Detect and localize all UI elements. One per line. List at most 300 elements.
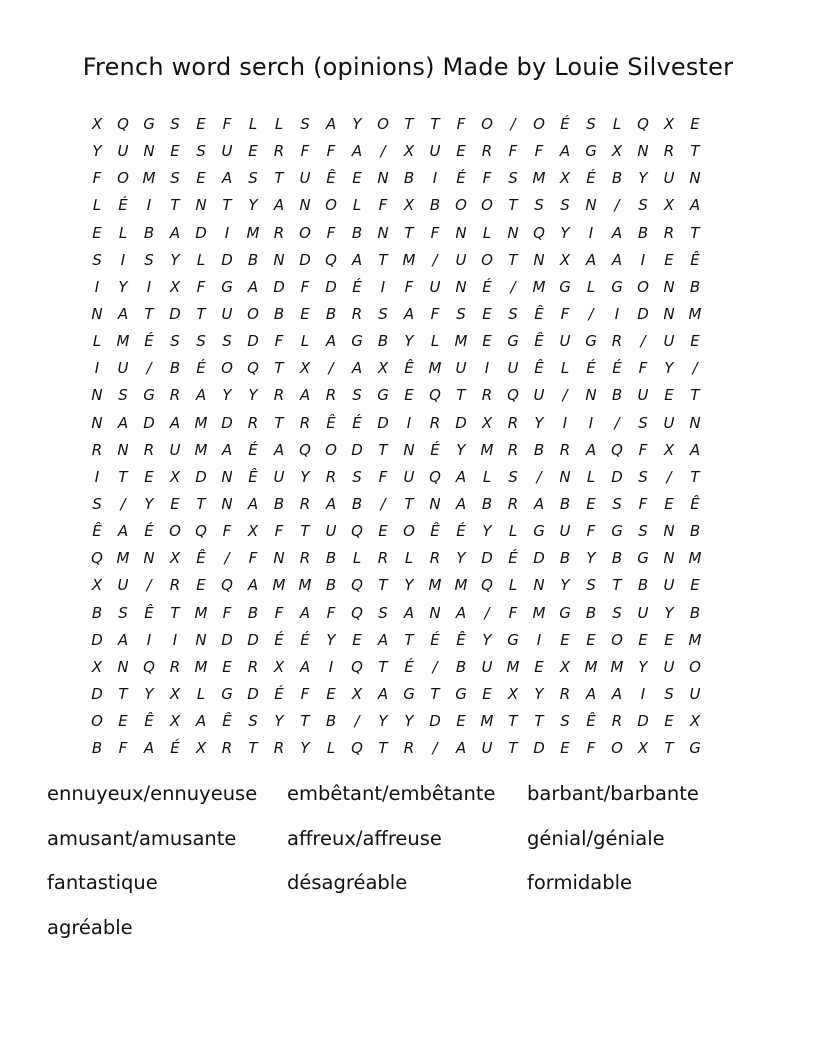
grid-letter: E — [638, 630, 648, 649]
grid-letter: D — [91, 630, 103, 649]
grid-letter: T — [378, 250, 388, 269]
grid-letter: S — [170, 332, 180, 351]
grid-row — [84, 220, 734, 247]
grid-letter: N — [455, 223, 467, 242]
grid-letter: Y — [326, 630, 336, 649]
grid-letter: R — [247, 657, 259, 676]
grid-letter: X — [91, 115, 103, 134]
grid-letter: U — [117, 359, 129, 378]
grid-letter: A — [247, 576, 259, 595]
grid-letter: D — [221, 413, 233, 432]
grid-letter: S — [352, 386, 362, 405]
grid-letter: Y — [482, 522, 492, 541]
grid-letter: F — [508, 142, 518, 161]
grid-letter: É — [456, 169, 466, 188]
grid-letter: S — [534, 196, 544, 215]
grid-letter: I — [588, 223, 594, 242]
grid-letter: Ê — [92, 522, 102, 541]
grid-letter: Y — [144, 495, 154, 514]
grid-letter: A — [403, 305, 415, 324]
grid-letter: Y — [144, 685, 154, 704]
grid-letter: U — [299, 169, 311, 188]
grid-letter: Ê — [690, 495, 700, 514]
grid-letter: É — [170, 739, 180, 758]
grid-row — [84, 382, 734, 409]
grid-letter: Y — [456, 440, 466, 459]
grid-letter: R — [169, 657, 181, 676]
grid-row — [84, 491, 734, 518]
grid-letter: R — [429, 413, 441, 432]
grid-letter: U — [455, 359, 467, 378]
word-list-item: formidable — [527, 871, 633, 895]
grid-letter: Q — [533, 223, 545, 242]
grid-letter: Q — [611, 440, 623, 459]
grid-letter: / — [588, 305, 594, 324]
grid-letter: M — [532, 277, 546, 296]
grid-letter: A — [169, 223, 181, 242]
grid-letter: E — [456, 712, 466, 731]
grid-letter: O — [689, 657, 701, 676]
grid-letter: E — [560, 739, 570, 758]
grid-letter: G — [455, 685, 467, 704]
page-title: French word serch (opinions) Made by Louie Silvester — [82, 53, 734, 81]
grid-letter: L — [404, 549, 414, 568]
grid-letter: E — [144, 467, 154, 486]
grid-letter: É — [430, 630, 440, 649]
grid-letter: B — [429, 196, 441, 215]
grid-letter: U — [481, 739, 493, 758]
grid-letter: O — [611, 739, 623, 758]
grid-letter: N — [143, 142, 155, 161]
grid-row — [84, 355, 734, 382]
grid-letter: D — [247, 332, 259, 351]
grid-letter: A — [351, 359, 363, 378]
grid-letter: U — [637, 603, 649, 622]
grid-letter: E — [586, 495, 596, 514]
grid-letter: Q — [429, 467, 441, 486]
word-list-item: agréable — [47, 915, 133, 939]
grid-letter: X — [351, 685, 363, 704]
grid-letter: E — [690, 332, 700, 351]
grid-letter: E — [456, 142, 466, 161]
grid-letter: N — [663, 549, 675, 568]
grid-letter: / — [432, 657, 438, 676]
grid-letter: Ê — [196, 549, 206, 568]
word-list-item: amusant/amusante — [47, 826, 237, 850]
grid-letter: N — [533, 576, 545, 595]
grid-letter: M — [194, 440, 208, 459]
grid-letter: Y — [586, 549, 596, 568]
grid-letter: A — [325, 332, 337, 351]
grid-letter: D — [351, 440, 363, 459]
grid-letter: É — [586, 169, 596, 188]
grid-letter: T — [118, 467, 128, 486]
grid-letter: A — [377, 630, 389, 649]
grid-letter: T — [690, 467, 700, 486]
grid-letter: É — [482, 277, 492, 296]
grid-letter: E — [196, 169, 206, 188]
grid-letter: Ê — [248, 467, 258, 486]
grid-letter: L — [196, 685, 206, 704]
grid-letter: G — [559, 277, 571, 296]
grid-letter: F — [430, 223, 440, 242]
grid-row — [84, 111, 734, 138]
grid-letter: F — [638, 440, 648, 459]
grid-letter: D — [247, 630, 259, 649]
grid-letter: / — [510, 277, 516, 296]
grid-letter: X — [663, 196, 675, 215]
grid-letter: N — [663, 522, 675, 541]
grid-letter: / — [510, 115, 516, 134]
grid-row — [84, 328, 734, 355]
grid-letter: N — [221, 467, 233, 486]
grid-letter: T — [508, 196, 518, 215]
grid-letter: N — [559, 467, 571, 486]
grid-letter: N — [117, 440, 129, 459]
grid-letter: Y — [560, 223, 570, 242]
grid-letter: R — [559, 685, 571, 704]
grid-letter: I — [536, 630, 542, 649]
grid-letter: G — [611, 277, 623, 296]
grid-letter: I — [380, 277, 386, 296]
grid-letter: Q — [91, 549, 103, 568]
grid-letter: G — [637, 549, 649, 568]
grid-letter: F — [274, 603, 284, 622]
grid-row — [84, 681, 734, 708]
grid-letter: Y — [222, 386, 232, 405]
grid-letter: D — [611, 467, 623, 486]
grid-letter: A — [455, 495, 467, 514]
grid-letter: N — [507, 223, 519, 242]
grid-letter: B — [455, 657, 467, 676]
grid-row — [84, 545, 734, 572]
grid-letter: G — [377, 386, 389, 405]
grid-letter: G — [585, 332, 597, 351]
grid-letter: N — [533, 250, 545, 269]
grid-letter: S — [248, 169, 258, 188]
grid-letter: N — [377, 169, 389, 188]
grid-letter: O — [247, 305, 259, 324]
grid-letter: É — [274, 685, 284, 704]
grid-letter: Q — [195, 522, 207, 541]
grid-letter: T — [612, 576, 622, 595]
grid-letter: O — [481, 250, 493, 269]
grid-letter: M — [688, 305, 702, 324]
grid-letter: M — [194, 657, 208, 676]
grid-letter: A — [325, 115, 337, 134]
grid-letter: Ê — [586, 712, 596, 731]
grid-letter: X — [91, 657, 103, 676]
grid-letter: G — [689, 739, 701, 758]
grid-letter: Y — [404, 576, 414, 595]
grid-letter: E — [664, 630, 674, 649]
grid-letter: Q — [351, 739, 363, 758]
grid-letter: Ê — [534, 332, 544, 351]
grid-letter: O — [117, 169, 129, 188]
grid-letter: É — [196, 359, 206, 378]
grid-letter: É — [586, 359, 596, 378]
grid-letter: T — [300, 712, 310, 731]
grid-letter: É — [352, 413, 362, 432]
grid-letter: E — [222, 657, 232, 676]
grid-letter: É — [300, 630, 310, 649]
grid-letter: T — [144, 305, 154, 324]
grid-letter: L — [612, 115, 622, 134]
grid-row — [84, 464, 734, 491]
grid-letter: D — [169, 305, 181, 324]
grid-letter: S — [638, 467, 648, 486]
grid-letter: N — [273, 250, 285, 269]
grid-letter: / — [692, 359, 698, 378]
grid-letter: S — [508, 169, 518, 188]
grid-letter: A — [351, 250, 363, 269]
grid-letter: / — [614, 413, 620, 432]
grid-letter: D — [221, 630, 233, 649]
grid-letter: N — [663, 277, 675, 296]
grid-letter: B — [689, 277, 701, 296]
grid-letter: É — [404, 657, 414, 676]
grid-letter: I — [146, 277, 152, 296]
grid-letter: E — [352, 169, 362, 188]
grid-row — [84, 165, 734, 192]
grid-letter: L — [326, 739, 336, 758]
grid-letter: A — [273, 196, 285, 215]
grid-letter: X — [169, 467, 181, 486]
grid-letter: D — [143, 413, 155, 432]
grid-letter: / — [224, 549, 230, 568]
grid-letter: Q — [117, 115, 129, 134]
grid-letter: T — [404, 223, 414, 242]
grid-letter: E — [92, 223, 102, 242]
grid-letter: B — [273, 305, 285, 324]
grid-letter: U — [507, 359, 519, 378]
grid-letter: Q — [351, 657, 363, 676]
grid-letter: E — [534, 657, 544, 676]
grid-letter: S — [248, 712, 258, 731]
grid-letter: N — [195, 196, 207, 215]
grid-letter: B — [559, 549, 571, 568]
grid-letter: T — [118, 685, 128, 704]
grid-letter: E — [482, 332, 492, 351]
grid-letter: U — [663, 413, 675, 432]
grid-letter: G — [221, 277, 233, 296]
grid-letter: D — [481, 549, 493, 568]
grid-letter: M — [480, 440, 494, 459]
grid-letter: Y — [170, 250, 180, 269]
grid-letter: I — [94, 467, 100, 486]
grid-letter: R — [507, 413, 519, 432]
grid-letter: S — [118, 386, 128, 405]
grid-letter: Y — [404, 712, 414, 731]
grid-row — [84, 301, 734, 328]
grid-letter: R — [247, 413, 259, 432]
grid-letter: D — [299, 250, 311, 269]
grid-letter: N — [663, 305, 675, 324]
grid-letter: T — [274, 169, 284, 188]
grid-letter: O — [299, 223, 311, 242]
grid-letter: G — [143, 115, 155, 134]
grid-letter: D — [377, 413, 389, 432]
grid-letter: Y — [664, 359, 674, 378]
grid-letter: E — [690, 115, 700, 134]
grid-letter: Y — [92, 142, 102, 161]
grid-letter: S — [352, 467, 362, 486]
grid-letter: I — [146, 196, 152, 215]
grid-letter: E — [300, 305, 310, 324]
grid-letter: S — [638, 196, 648, 215]
grid-letter: S — [222, 332, 232, 351]
grid-letter: / — [354, 712, 360, 731]
grid-letter: M — [584, 657, 598, 676]
grid-letter: T — [508, 739, 518, 758]
grid-letter: U — [533, 386, 545, 405]
grid-letter: O — [611, 630, 623, 649]
grid-letter: N — [195, 630, 207, 649]
grid-letter: B — [611, 169, 623, 188]
grid-letter: B — [559, 495, 571, 514]
grid-letter: F — [638, 495, 648, 514]
grid-letter: R — [143, 440, 155, 459]
grid-letter: N — [585, 196, 597, 215]
grid-letter: U — [325, 522, 337, 541]
grid-letter: B — [325, 549, 337, 568]
grid-letter: D — [325, 277, 337, 296]
grid-letter: B — [325, 576, 337, 595]
grid-letter: F — [430, 305, 440, 324]
grid-letter: F — [586, 739, 596, 758]
grid-letter: R — [663, 142, 675, 161]
grid-letter: S — [612, 603, 622, 622]
grid-letter: F — [404, 277, 414, 296]
grid-letter: E — [586, 630, 596, 649]
grid-letter: X — [403, 142, 415, 161]
grid-letter: E — [170, 142, 180, 161]
grid-letter: E — [664, 250, 674, 269]
grid-letter: / — [432, 739, 438, 758]
grid-letter: G — [143, 386, 155, 405]
grid-letter: I — [328, 657, 334, 676]
grid-letter: / — [432, 250, 438, 269]
grid-letter: T — [404, 630, 414, 649]
word-search-grid — [84, 111, 734, 762]
grid-letter: B — [91, 739, 103, 758]
grid-letter: L — [586, 277, 596, 296]
grid-letter: N — [637, 142, 649, 161]
grid-letter: Q — [507, 386, 519, 405]
grid-letter: R — [325, 386, 337, 405]
grid-letter: D — [637, 305, 649, 324]
grid-letter: U — [117, 142, 129, 161]
grid-letter: F — [378, 196, 388, 215]
grid-letter: T — [274, 413, 284, 432]
grid-letter: Ê — [534, 359, 544, 378]
grid-letter: X — [507, 685, 519, 704]
grid-letter: Q — [481, 576, 493, 595]
grid-letter: Q — [299, 440, 311, 459]
grid-letter: U — [689, 685, 701, 704]
grid-letter: S — [92, 495, 102, 514]
grid-letter: Y — [274, 712, 284, 731]
grid-letter: M — [506, 657, 520, 676]
grid-letter: O — [325, 440, 337, 459]
grid-letter: / — [484, 603, 490, 622]
grid-letter: X — [481, 413, 493, 432]
grid-letter: Y — [664, 603, 674, 622]
grid-letter: U — [221, 305, 233, 324]
grid-letter: M — [532, 603, 546, 622]
grid-letter: D — [195, 467, 207, 486]
grid-letter: F — [300, 142, 310, 161]
grid-letter: Y — [248, 196, 258, 215]
grid-letter: T — [456, 386, 466, 405]
grid-letter: Y — [456, 549, 466, 568]
grid-row — [84, 518, 734, 545]
grid-letter: M — [142, 169, 156, 188]
grid-letter: R — [507, 440, 519, 459]
grid-letter: M — [402, 250, 416, 269]
grid-letter: U — [169, 440, 181, 459]
grid-letter: O — [91, 712, 103, 731]
grid-letter: E — [352, 630, 362, 649]
grid-letter: T — [170, 196, 180, 215]
grid-letter: R — [299, 549, 311, 568]
grid-letter: L — [248, 115, 258, 134]
grid-letter: / — [146, 576, 152, 595]
grid-letter: F — [326, 603, 336, 622]
grid-letter: M — [116, 332, 130, 351]
grid-letter: B — [637, 576, 649, 595]
grid-letter: X — [195, 739, 207, 758]
grid-letter: Ê — [144, 712, 154, 731]
grid-letter: S — [638, 522, 648, 541]
grid-letter: E — [664, 712, 674, 731]
grid-letter: A — [533, 495, 545, 514]
grid-letter: É — [144, 522, 154, 541]
grid-letter: L — [92, 196, 102, 215]
grid-letter: S — [300, 115, 310, 134]
grid-letter: S — [118, 603, 128, 622]
grid-letter: F — [222, 522, 232, 541]
grid-letter: Y — [248, 386, 258, 405]
grid-letter: X — [403, 196, 415, 215]
grid-letter: Q — [351, 576, 363, 595]
grid-row — [84, 708, 734, 735]
grid-letter: S — [508, 305, 518, 324]
grid-letter: A — [585, 440, 597, 459]
grid-letter: T — [404, 495, 414, 514]
grid-letter: R — [273, 739, 285, 758]
grid-letter: S — [612, 495, 622, 514]
grid-letter: S — [378, 305, 388, 324]
grid-letter: R — [663, 223, 675, 242]
grid-letter: M — [272, 576, 286, 595]
grid-letter: B — [325, 305, 337, 324]
grid-letter: L — [560, 359, 570, 378]
grid-letter: T — [196, 305, 206, 324]
grid-letter: A — [195, 386, 207, 405]
grid-letter: Ê — [456, 630, 466, 649]
grid-letter: A — [117, 305, 129, 324]
grid-letter: M — [194, 603, 208, 622]
grid-row — [84, 274, 734, 301]
grid-letter: T — [430, 685, 440, 704]
grid-letter: B — [143, 223, 155, 242]
grid-letter: T — [378, 440, 388, 459]
grid-letter: T — [378, 739, 388, 758]
grid-letter: / — [380, 495, 386, 514]
grid-letter: É — [560, 115, 570, 134]
grid-letter: E — [378, 522, 388, 541]
